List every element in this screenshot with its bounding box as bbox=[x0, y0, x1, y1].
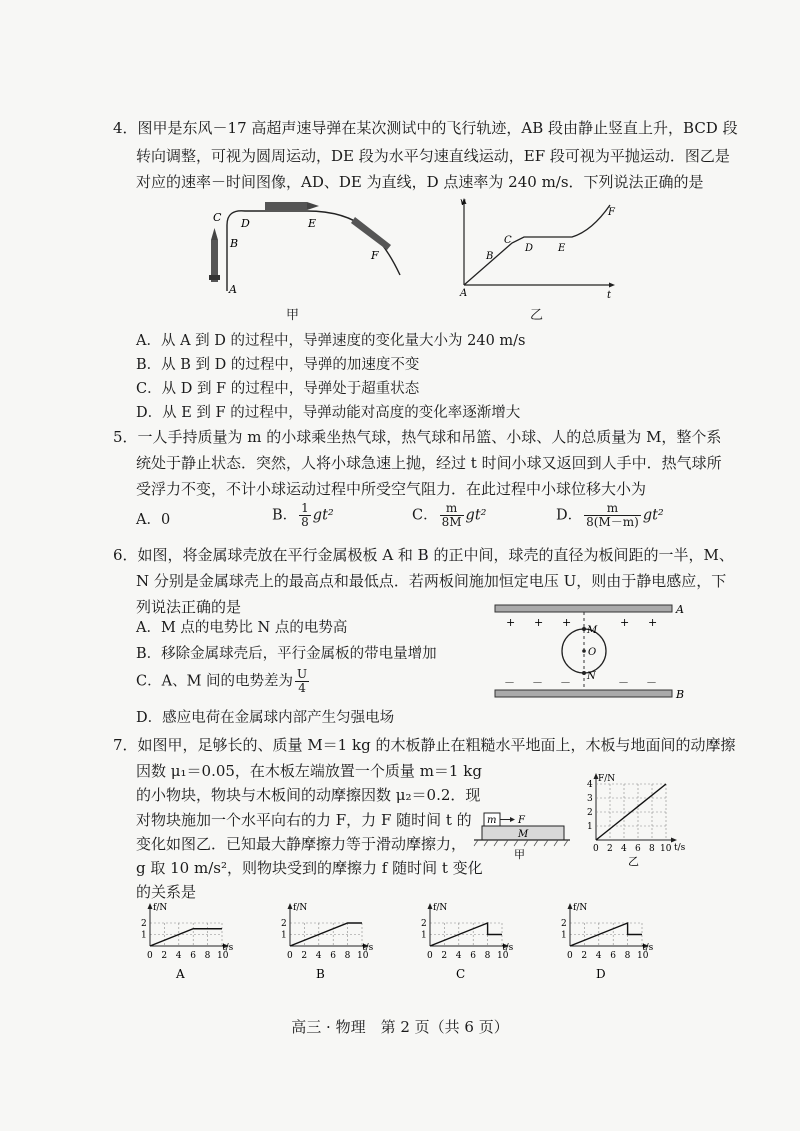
x-tick-label: 8 bbox=[484, 951, 491, 961]
q4-figure-jia-trajectory bbox=[195, 195, 415, 325]
x-tick-label: 4 bbox=[455, 951, 462, 961]
y-tick-label: 1 bbox=[561, 930, 567, 941]
y-axis-label: f/N bbox=[293, 903, 308, 913]
q7-caption-jia: 甲 bbox=[514, 848, 525, 861]
x-tick-label: 4 bbox=[315, 951, 322, 961]
option-letter: B bbox=[316, 967, 325, 981]
q7-caption-yi: 乙 bbox=[628, 855, 639, 868]
yi-label-c: C bbox=[504, 235, 512, 246]
x-tick-label: 10 bbox=[637, 951, 649, 961]
svg-text:－: － bbox=[532, 676, 543, 689]
y-axis-label: f/N bbox=[153, 903, 168, 913]
q7-line-2: 因数 μ₁＝0.05，在木板左端放置一个质量 m＝1 kg bbox=[136, 762, 482, 780]
q5-option-c-tail: gt² bbox=[465, 507, 487, 524]
y-axis-label: f/N bbox=[433, 903, 448, 913]
yi-axis-t: t bbox=[607, 290, 612, 301]
q5-option-b-tail: gt² bbox=[312, 507, 334, 524]
q6-option-c bbox=[136, 668, 311, 695]
q7-line-7: 的关系是 bbox=[136, 883, 197, 901]
y-axis-arrow bbox=[568, 903, 573, 909]
ft-xtick-10: 10 bbox=[660, 844, 672, 854]
option-letter: D bbox=[596, 967, 606, 981]
x-tick-label: 6 bbox=[610, 951, 616, 961]
q5-option-a: A．0 bbox=[136, 512, 171, 528]
q4-line-1: 4．图甲是东风－17 高超声速导弹在某次测试中的飞行轨迹，AB 段由静止竖直上升，BCD 段 bbox=[113, 119, 738, 137]
svg-text:+: + bbox=[562, 616, 572, 629]
q5-line-3: 受浮力不变，不计小球运动过程中所受空气阻力．在此过程中小球位移大小为 bbox=[136, 480, 647, 498]
q6-option-c-text: C．A、M 间的电势差为 bbox=[136, 673, 294, 690]
jia-label-c: C bbox=[213, 211, 222, 224]
ft-xlabel: t/s bbox=[674, 843, 686, 853]
x-tick-label: 10 bbox=[217, 951, 229, 961]
q4-option-d: D．从 E 到 F 的过程中，导弹动能对高度的变化率逐渐增大 bbox=[136, 405, 521, 421]
q7-line-4: 对物块施加一个水平向右的力 F，力 F 随时间 t 的 bbox=[136, 811, 472, 829]
x-tick-label: 2 bbox=[161, 951, 168, 961]
ft-ylabel: F/N bbox=[598, 774, 616, 784]
svg-text:+: + bbox=[648, 616, 658, 629]
q5-option-d-fraction: $\frac{m}{8(M-m)}$ bbox=[586, 501, 639, 529]
q4-line-3: 对应的速率－时间图像，AD、DE 为直线，D 点速率为 240 m/s．下列说法正确的是 bbox=[136, 173, 704, 191]
yi-label-b: B bbox=[486, 251, 494, 262]
option-chart-b bbox=[268, 900, 374, 988]
q5-option-c bbox=[412, 502, 486, 529]
jia-label-a: A bbox=[229, 283, 237, 296]
label-o: O bbox=[588, 647, 597, 658]
q4-caption-jia: 甲 bbox=[286, 308, 300, 323]
jia-label-b: B bbox=[230, 237, 239, 250]
y-axis-arrow bbox=[428, 903, 433, 909]
q7-line-1: 7．如图甲，足够长的、质量 M＝1 kg 的木板静止在粗糙水平地面上，木板与地面间的动摩擦 bbox=[113, 736, 736, 754]
x-tick-label: 8 bbox=[204, 951, 211, 961]
option-chart-d bbox=[548, 900, 654, 988]
x-tick-label: 10 bbox=[497, 951, 509, 961]
y-tick-label: 2 bbox=[281, 919, 287, 929]
q7-line-6: g 取 10 m/s²，则物块受到的摩擦力 f 随时间 t 变化 bbox=[136, 859, 483, 877]
x-tick-label: 6 bbox=[470, 951, 476, 961]
rocket-icon-ab bbox=[209, 228, 220, 282]
q4-option-a: A．从 A 到 D 的过程中，导弹速度的变化量大小为 240 m/s bbox=[136, 333, 526, 349]
x-tick-label: 8 bbox=[344, 951, 351, 961]
ft-ytick-2: 2 bbox=[587, 808, 593, 818]
ft-xtick-2: 2 bbox=[607, 844, 613, 854]
ft-ytick-1: 1 bbox=[587, 822, 593, 832]
jia-label-e: E bbox=[308, 217, 317, 230]
force-f-label: F bbox=[518, 815, 525, 826]
q4-caption-yi: 乙 bbox=[530, 308, 544, 323]
q6-option-b: B．移除金属球壳后，平行金属板的带电量增加 bbox=[136, 646, 437, 662]
q6-line-1: 6．如图，将金属球壳放在平行金属极板 A 和 B 的正中间，球壳的直径为板间距的一半，M、 bbox=[113, 546, 734, 564]
q4-option-b: B．从 B 到 D 的过程中，导弹的加速度不变 bbox=[136, 357, 420, 373]
jia-label-d: D bbox=[241, 217, 250, 230]
q5-option-b-fraction: $\frac{1}{8}$ bbox=[301, 501, 309, 529]
board-m-label: M bbox=[518, 829, 529, 840]
x-tick-label: 0 bbox=[147, 951, 153, 961]
x-tick-label: 2 bbox=[301, 951, 308, 961]
ft-ytick-4: 4 bbox=[587, 780, 593, 790]
y-axis-arrow bbox=[148, 903, 153, 909]
svg-text:－: － bbox=[618, 676, 629, 689]
option-letter: C bbox=[456, 967, 466, 981]
page-footer: 高三 · 物理 第 2 页（共 6 页） bbox=[291, 1018, 509, 1036]
x-tick-label: 6 bbox=[330, 951, 336, 961]
plate-a-label: A bbox=[676, 603, 684, 616]
rocket-icon-ef bbox=[351, 217, 391, 250]
ft-xtick-6: 6 bbox=[635, 844, 641, 854]
q5-option-d bbox=[556, 502, 664, 529]
x-tick-label: 2 bbox=[441, 951, 448, 961]
svg-text:－: － bbox=[646, 676, 657, 689]
y-tick-label: 1 bbox=[281, 930, 287, 941]
y-tick-label: 2 bbox=[421, 919, 427, 929]
y-tick-label: 1 bbox=[141, 930, 147, 941]
q6-option-a: A．M 点的电势比 N 点的电势高 bbox=[136, 620, 348, 636]
y-axis-arrow bbox=[288, 903, 293, 909]
y-tick-label: 1 bbox=[421, 930, 427, 941]
rocket-icon-de bbox=[265, 202, 319, 210]
q7-figure-yi-ft-graph bbox=[574, 772, 694, 868]
q6-option-c-fraction: $\frac{U}{4}$ bbox=[297, 667, 308, 695]
plate-b-label: B bbox=[676, 688, 685, 701]
q6-line-2: N 分别是金属球壳上的最高点和最低点．若两板间施加恒定电压 U，则由于静电感应，下 bbox=[136, 572, 727, 590]
x-tick-label: 0 bbox=[567, 951, 573, 961]
x-tick-label: 8 bbox=[624, 951, 631, 961]
q5-option-d-label: D． bbox=[556, 507, 583, 524]
plus-charges bbox=[506, 616, 657, 629]
ft-xtick-4: 4 bbox=[621, 844, 627, 854]
q6-figure-capacitor bbox=[490, 600, 690, 705]
q5-option-c-label: C． bbox=[412, 507, 438, 524]
x-tick-label: 4 bbox=[595, 951, 602, 961]
q4-figure-yi-vt-graph bbox=[452, 195, 627, 310]
q7-figure-jia-blocks bbox=[472, 800, 572, 862]
x-tick-label: 6 bbox=[190, 951, 196, 961]
yi-label-d: D bbox=[525, 243, 534, 254]
block-m-label: m bbox=[487, 815, 497, 826]
option-chart-a bbox=[128, 900, 234, 988]
option-chart-c bbox=[408, 900, 514, 988]
y-axis-label: f/N bbox=[573, 903, 588, 913]
yi-axis-v: v bbox=[460, 197, 466, 208]
q5-option-b bbox=[272, 502, 334, 529]
q4-line-2: 转向调整，可视为圆周运动，DE 段为水平匀速直线运动，EF 段可视为平抛运动．图乙是 bbox=[136, 147, 730, 165]
q5-line-2: 统处于静止状态．突然，人将小球急速上抛，经过 t 时间小球又返回到人手中．热气球所 bbox=[136, 454, 722, 472]
x-axis-label: t/s bbox=[502, 943, 514, 953]
x-tick-label: 0 bbox=[287, 951, 293, 961]
svg-text:－: － bbox=[560, 676, 571, 689]
x-axis-label: t/s bbox=[222, 943, 234, 953]
option-letter: A bbox=[176, 967, 185, 981]
x-tick-label: 4 bbox=[175, 951, 182, 961]
y-tick-label: 2 bbox=[561, 919, 567, 929]
x-tick-label: 10 bbox=[357, 951, 369, 961]
svg-text:+: + bbox=[506, 616, 516, 629]
q5-option-d-tail: gt² bbox=[642, 507, 664, 524]
jia-label-f: F bbox=[371, 249, 379, 262]
svg-text:+: + bbox=[620, 616, 630, 629]
series-line-a bbox=[150, 929, 222, 946]
q7-line-3: 的小物块，物块与木板间的动摩擦因数 μ₂＝0.2．现 bbox=[136, 786, 481, 804]
ft-xtick-8: 8 bbox=[649, 844, 655, 854]
yi-label-a: A bbox=[460, 288, 468, 299]
yi-label-f: F bbox=[608, 207, 615, 218]
svg-text:+: + bbox=[534, 616, 544, 629]
q6-option-d: D．感应电荷在金属球内部产生匀强电场 bbox=[136, 710, 395, 726]
svg-text:－: － bbox=[504, 676, 515, 689]
q5-line-1: 5．一人手持质量为 m 的小球乘坐热气球，热气球和吊篮、小球、人的总质量为 M，整个系 bbox=[113, 428, 722, 446]
yi-label-e: E bbox=[558, 243, 566, 254]
x-axis-label: t/s bbox=[642, 943, 654, 953]
q5-option-c-fraction: $\frac{m}{8M}$ bbox=[441, 501, 462, 529]
y-tick-label: 2 bbox=[141, 919, 147, 929]
q4-option-c: C．从 D 到 F 的过程中，导弹处于超重状态 bbox=[136, 381, 420, 397]
x-tick-label: 2 bbox=[581, 951, 588, 961]
q6-line-3: 列说法正确的是 bbox=[136, 598, 242, 616]
x-tick-label: 0 bbox=[427, 951, 433, 961]
ft-ytick-3: 3 bbox=[587, 794, 593, 804]
minus-charges bbox=[504, 676, 657, 689]
ft-xtick-0: 0 bbox=[593, 844, 599, 854]
label-n: N bbox=[587, 671, 596, 682]
q7-line-5: 变化如图乙．已知最大静摩擦力等于滑动摩擦力， bbox=[136, 835, 467, 853]
q5-option-b-label: B． bbox=[272, 507, 298, 524]
x-axis-label: t/s bbox=[362, 943, 374, 953]
label-m: M bbox=[587, 625, 598, 636]
